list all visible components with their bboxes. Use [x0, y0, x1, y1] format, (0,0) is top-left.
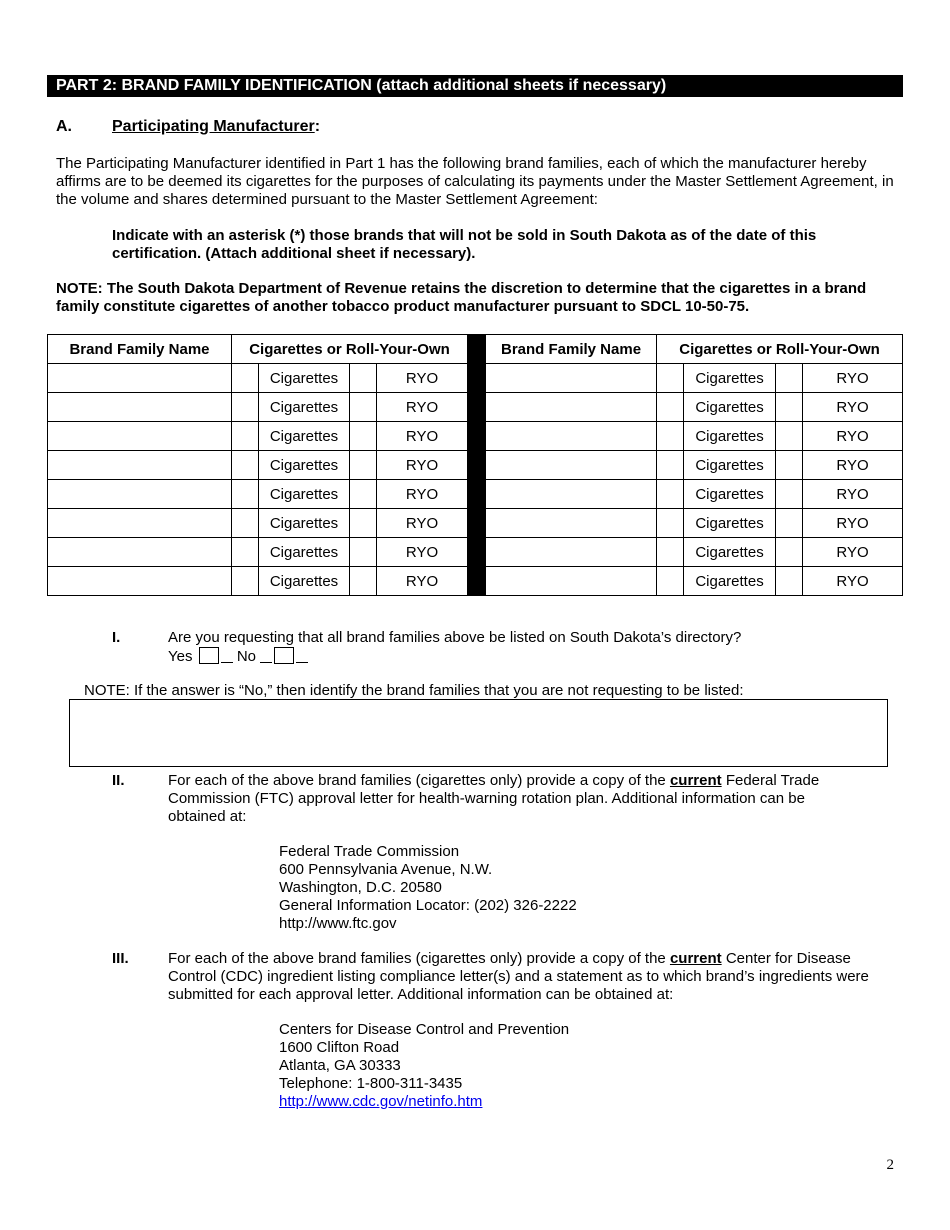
q1-number: I.	[112, 629, 121, 646]
right-ryo-label: RYO	[803, 422, 903, 451]
left-cigarettes-label: Cigarettes	[259, 509, 350, 538]
unlisted-brands-box[interactable]	[69, 699, 888, 767]
right-cigarettes-checkbox[interactable]	[657, 364, 684, 393]
right-brand-name-cell[interactable]	[486, 567, 657, 596]
cdc-phone: Telephone: 1-800-311-3435	[279, 1075, 463, 1092]
brand-family-table	[47, 334, 903, 596]
right-ryo-checkbox[interactable]	[776, 364, 803, 393]
table-row	[48, 567, 903, 596]
left-ryo-checkbox[interactable]	[350, 538, 377, 567]
left-brand-name-cell[interactable]	[48, 451, 232, 480]
left-brand-name-cell[interactable]	[48, 480, 232, 509]
table-row	[48, 364, 903, 393]
left-ryo-label: RYO	[377, 480, 468, 509]
right-ryo-checkbox[interactable]	[776, 422, 803, 451]
table-row	[48, 480, 903, 509]
table-separator	[468, 335, 486, 364]
q3-text-post: Center for Disease	[725, 950, 851, 967]
right-ryo-checkbox[interactable]	[776, 451, 803, 480]
q2-number: II.	[112, 772, 125, 789]
section-a-title: Participating Manufacturer	[112, 118, 315, 135]
cdc-link[interactable]: http://www.cdc.gov/netinfo.htm	[279, 1093, 483, 1110]
q2-current: current	[669, 772, 722, 789]
right-cigarettes-label: Cigarettes	[684, 364, 776, 393]
col-type-left: Cigarettes or Roll-Your-Own	[232, 335, 468, 364]
unlisted-brands-input[interactable]	[70, 700, 887, 766]
right-brand-name-cell[interactable]	[486, 538, 657, 567]
table-separator	[468, 509, 486, 538]
left-cigarettes-checkbox[interactable]	[232, 422, 259, 451]
yes-label: Yes	[168, 648, 193, 665]
left-brand-name-cell[interactable]	[48, 538, 232, 567]
table-separator	[468, 567, 486, 596]
table-row	[48, 509, 903, 538]
left-cigarettes-label: Cigarettes	[259, 567, 350, 596]
right-ryo-checkbox[interactable]	[776, 393, 803, 422]
right-cigarettes-checkbox[interactable]	[657, 480, 684, 509]
right-cigarettes-label: Cigarettes	[684, 538, 776, 567]
table-separator	[468, 538, 486, 567]
right-cigarettes-label: Cigarettes	[684, 480, 776, 509]
right-cigarettes-checkbox[interactable]	[657, 393, 684, 422]
left-ryo-checkbox[interactable]	[350, 480, 377, 509]
cdc-address	[279, 1021, 569, 1111]
right-ryo-label: RYO	[803, 451, 903, 480]
left-ryo-checkbox[interactable]	[350, 451, 377, 480]
right-ryo-label: RYO	[803, 393, 903, 422]
left-cigarettes-checkbox[interactable]	[232, 393, 259, 422]
table-separator	[468, 451, 486, 480]
left-cigarettes-label: Cigarettes	[259, 364, 350, 393]
right-cigarettes-label: Cigarettes	[684, 567, 776, 596]
section-a-intro: The Participating Manufacturer identified in Part 1 has the following brand families, each of which the manufacturer hereby affirms are to be deemed its cigarettes for the purposes of calculating its payments under the Master Settlement Agreement, in the volume and shares determined pursuant to the Master Settlement Agreement:	[56, 155, 894, 208]
left-ryo-checkbox[interactable]	[350, 364, 377, 393]
table-row	[48, 422, 903, 451]
right-ryo-label: RYO	[803, 538, 903, 567]
left-cigarettes-label: Cigarettes	[259, 480, 350, 509]
table-separator	[468, 422, 486, 451]
left-brand-name-cell[interactable]	[48, 567, 232, 596]
no-underline-right	[296, 662, 308, 663]
table-separator	[468, 480, 486, 509]
part2-header: PART 2: BRAND FAMILY IDENTIFICATION (attach additional sheets if necessary)	[47, 75, 903, 97]
question-2	[112, 772, 902, 826]
right-ryo-checkbox[interactable]	[776, 567, 803, 596]
q2-text-line3: obtained at:	[168, 808, 247, 825]
left-cigarettes-checkbox[interactable]	[232, 451, 259, 480]
left-cigarettes-label: Cigarettes	[259, 538, 350, 567]
right-brand-name-cell[interactable]	[486, 393, 657, 422]
right-ryo-label: RYO	[803, 567, 903, 596]
question-3	[112, 950, 912, 1004]
right-brand-name-cell[interactable]	[486, 422, 657, 451]
yes-checkbox[interactable]	[199, 647, 219, 664]
table-header-row	[48, 335, 903, 364]
q2-text-pre: For each of the above brand families (cigarettes only) provide a copy of the	[168, 772, 666, 789]
right-ryo-checkbox[interactable]	[776, 509, 803, 538]
q1-yes-no	[168, 647, 308, 666]
ftc-city: Washington, D.C. 20580	[279, 879, 442, 896]
table-separator	[468, 364, 486, 393]
q2-text-line2: Commission (FTC) approval letter for health-warning rotation plan. Additional information can be	[168, 790, 805, 807]
cdc-city: Atlanta, GA 30333	[279, 1057, 401, 1074]
q3-text-line3: submitted for each approval letter. Additional information can be obtained at:	[168, 986, 674, 1003]
right-cigarettes-label: Cigarettes	[684, 422, 776, 451]
left-ryo-checkbox[interactable]	[350, 509, 377, 538]
right-ryo-label: RYO	[803, 480, 903, 509]
ftc-url: http://www.ftc.gov	[279, 915, 397, 932]
right-brand-name-cell[interactable]	[486, 451, 657, 480]
q3-text-line2: Control (CDC) ingredient listing compliance letter(s) and a statement as to which brand’s ingredients were	[168, 968, 869, 985]
right-brand-name-cell[interactable]	[486, 509, 657, 538]
q1-note: NOTE: If the answer is “No,” then identify the brand families that you are not requesting to be listed:	[84, 682, 744, 699]
left-cigarettes-label: Cigarettes	[259, 422, 350, 451]
left-ryo-label: RYO	[377, 364, 468, 393]
left-brand-name-cell[interactable]	[48, 422, 232, 451]
asterisk-instruction: Indicate with an asterisk (*) those brands that will not be sold in South Dakota as of the date of this certification. (Attach additional sheet if necessary).	[112, 227, 817, 262]
q1-text: Are you requesting that all brand families above be listed on South Dakota’s directory?	[168, 629, 742, 646]
left-cigarettes-checkbox[interactable]	[232, 509, 259, 538]
table-row	[48, 393, 903, 422]
right-cigarettes-checkbox[interactable]	[657, 567, 684, 596]
col-brand-right: Brand Family Name	[486, 335, 657, 364]
ftc-address	[279, 843, 577, 933]
left-ryo-label: RYO	[377, 451, 468, 480]
dor-note: NOTE: The South Dakota Department of Revenue retains the discretion to determine that the cigarettes in a brand family constitute cigarettes of another tobacco product manufacturer pursuant to SDCL 10-50-75.	[56, 280, 867, 315]
left-brand-name-cell[interactable]	[48, 393, 232, 422]
question-1	[112, 629, 741, 647]
q3-text-pre: For each of the above brand families (cigarettes only) provide a copy of the	[168, 950, 666, 967]
right-cigarettes-checkbox[interactable]	[657, 422, 684, 451]
section-a-letter: A.	[56, 118, 72, 135]
right-ryo-checkbox[interactable]	[776, 480, 803, 509]
no-checkbox[interactable]	[274, 647, 294, 664]
ftc-name: Federal Trade Commission	[279, 843, 460, 860]
right-ryo-label: RYO	[803, 509, 903, 538]
right-cigarettes-checkbox[interactable]	[657, 451, 684, 480]
left-ryo-checkbox[interactable]	[350, 422, 377, 451]
section-a-heading	[56, 117, 320, 137]
left-brand-name-cell[interactable]	[48, 509, 232, 538]
table-separator	[468, 393, 486, 422]
right-cigarettes-label: Cigarettes	[684, 393, 776, 422]
left-cigarettes-label: Cigarettes	[259, 393, 350, 422]
right-cigarettes-label: Cigarettes	[684, 509, 776, 538]
no-label: No	[236, 648, 257, 665]
cdc-street: 1600 Clifton Road	[279, 1039, 400, 1056]
yes-underline	[221, 662, 233, 663]
right-cigarettes-checkbox[interactable]	[657, 538, 684, 567]
left-cigarettes-checkbox[interactable]	[232, 480, 259, 509]
left-cigarettes-checkbox[interactable]	[232, 364, 259, 393]
col-brand-left: Brand Family Name	[48, 335, 232, 364]
left-ryo-label: RYO	[377, 567, 468, 596]
cdc-name: Centers for Disease Control and Prevention	[279, 1021, 570, 1038]
left-ryo-checkbox[interactable]	[350, 567, 377, 596]
q2-text-post: Federal Trade	[725, 772, 820, 789]
left-brand-name-cell[interactable]	[48, 364, 232, 393]
q3-current: current	[669, 950, 722, 967]
right-ryo-label: RYO	[803, 364, 903, 393]
left-cigarettes-label: Cigarettes	[259, 451, 350, 480]
table-row	[48, 538, 903, 567]
no-underline-left	[260, 662, 272, 663]
col-type-right: Cigarettes or Roll-Your-Own	[657, 335, 903, 364]
right-cigarettes-checkbox[interactable]	[657, 509, 684, 538]
left-cigarettes-checkbox[interactable]	[232, 538, 259, 567]
left-ryo-label: RYO	[377, 538, 468, 567]
table-row	[48, 451, 903, 480]
left-ryo-label: RYO	[377, 509, 468, 538]
left-ryo-label: RYO	[377, 393, 468, 422]
left-cigarettes-checkbox[interactable]	[232, 567, 259, 596]
left-ryo-label: RYO	[377, 422, 468, 451]
section-a-colon: :	[314, 118, 321, 135]
q3-number: III.	[112, 950, 129, 967]
right-brand-name-cell[interactable]	[486, 480, 657, 509]
left-ryo-checkbox[interactable]	[350, 393, 377, 422]
right-brand-name-cell[interactable]	[486, 364, 657, 393]
ftc-phone: General Information Locator: (202) 326-2222	[279, 897, 577, 914]
ftc-street: 600 Pennsylvania Avenue, N.W.	[279, 861, 493, 878]
page-number: 2	[886, 1157, 894, 1173]
right-cigarettes-label: Cigarettes	[684, 451, 776, 480]
right-ryo-checkbox[interactable]	[776, 538, 803, 567]
